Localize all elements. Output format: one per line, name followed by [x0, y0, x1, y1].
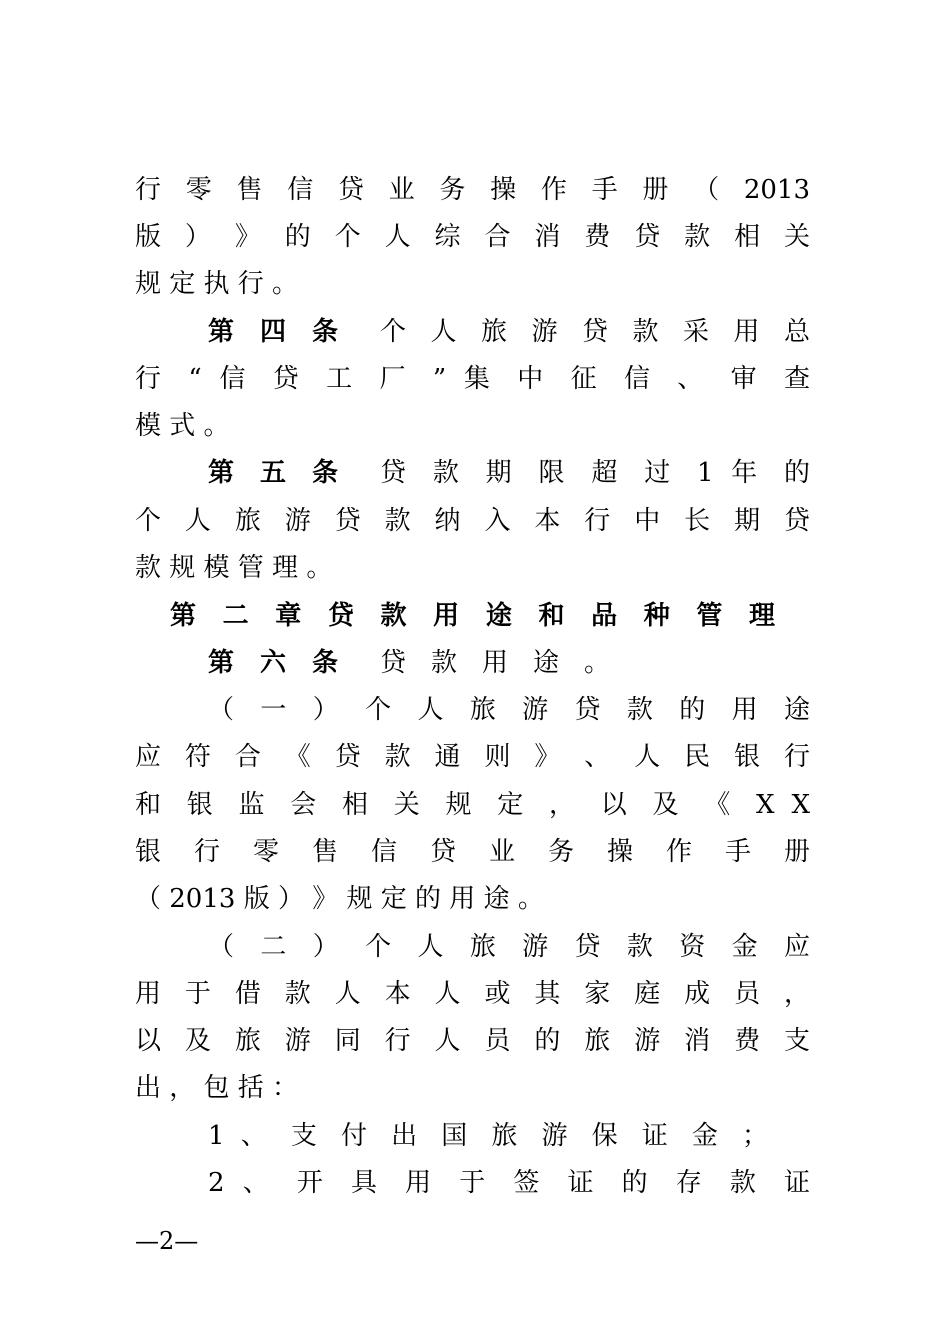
article-5-heading: 第 五 条	[208, 458, 338, 488]
text-line: 行 零 售 信 贷 业 务 操 作 手 册 （ 2013	[135, 175, 810, 205]
text-line: （ 一 ） 个 人 旅 游 贷 款 的 用 途	[208, 695, 810, 725]
list-item: 2 、 开 具 用 于 签 证 的 存 款 证	[208, 1168, 810, 1198]
text-line: （ 二 ） 个 人 旅 游 贷 款 资 金 应	[208, 932, 810, 962]
article-4-line	[208, 310, 810, 354]
text-line: （ 2013 版 ） 》 规 定 的 用 途 。	[135, 884, 544, 914]
text-line: 出 ， 包 括 ：	[135, 1073, 299, 1103]
text-line: 应 符 合 《 贷 款 通 则 》 、 人 民 银 行	[135, 742, 810, 772]
text-line: 和 银 监 会 相 关 规 定 ， 以 及 《 X X	[135, 790, 810, 820]
text-line: 个 人 旅 游 贷 款 纳 入 本 行 中 长 期 贷	[135, 506, 810, 536]
list-item: 1 、 支 付 出 国 旅 游 保 证 金 ；	[208, 1121, 768, 1151]
text-line: 行 “ 信 贷 工 厂 ” 集 中 征 信 、 审 查	[135, 364, 810, 394]
text-line: 以 及 旅 游 同 行 人 员 的 旅 游 消 费 支	[135, 1026, 810, 1056]
text-fragment: 个 人 旅 游 贷 款 采 用 总	[380, 317, 810, 347]
text-line: 版 ） 》 的 个 人 综 合 消 费 贷 款 相 关	[135, 222, 810, 252]
text-fragment: 贷 款 期 限 超 过 1 年 的	[380, 458, 810, 488]
article-5-line	[208, 451, 810, 495]
text-line: 规 定 执 行 。	[135, 269, 299, 299]
text-line: 款 规 模 管 理 。	[135, 553, 333, 583]
article-4-heading: 第 四 条	[208, 317, 338, 347]
page-number: —2—	[135, 1227, 199, 1255]
text-line: 银 行 零 售 信 贷 业 务 操 作 手 册	[135, 837, 810, 867]
chapter-heading: 第 二 章 贷 款 用 途 和 品 种 管 理	[170, 601, 775, 631]
text-line: 用 于 借 款 人 本 人 或 其 家 庭 成 员 ，	[135, 979, 810, 1009]
text-line: 模 式 。	[135, 411, 230, 441]
article-6-heading: 第 六 条	[208, 648, 338, 678]
text-fragment: 贷 款 用 途 。	[380, 648, 610, 678]
article-6-line	[208, 641, 810, 685]
